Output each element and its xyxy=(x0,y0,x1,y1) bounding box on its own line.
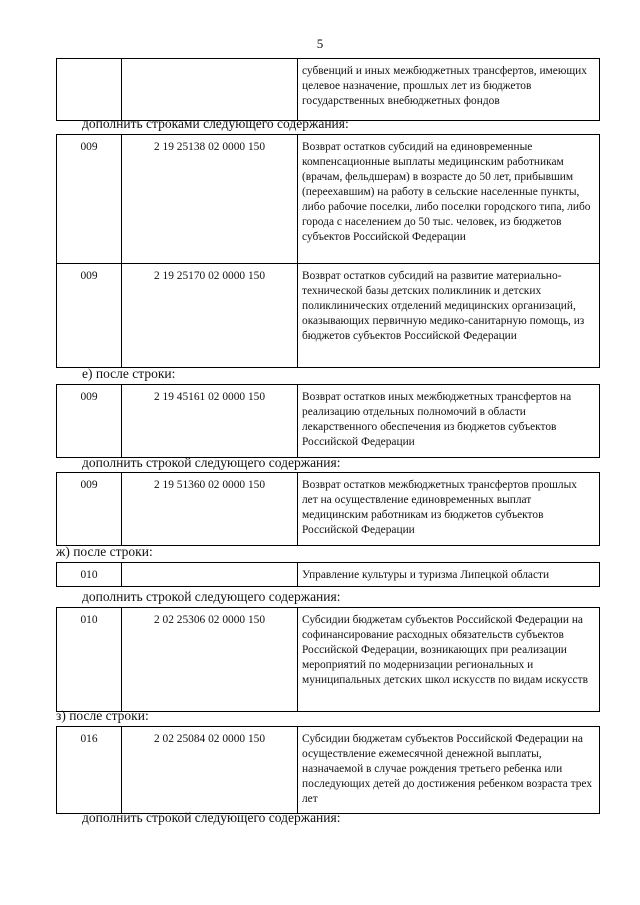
row-code: 009 xyxy=(57,385,122,458)
table-row xyxy=(56,263,600,368)
row-code: 010 xyxy=(57,608,122,712)
instruction-note: з) после строки: xyxy=(56,708,149,723)
table-row xyxy=(56,726,600,814)
row-kbk: 2 02 25306 02 0000 150 xyxy=(122,608,298,712)
row-name: Возврат остатков межбюджетных трансфертов прошлых лет на осуществление единовременных выплат медицинским работникам из бюджетов субъектов Российской Федерации xyxy=(298,473,600,546)
row-name: Субсидии бюджетам субъектов Российской Федерации на осуществление ежемесячной денежной выплаты, назначаемой в случае рождения третьего ребенка или последующих детей до достижения ребенком возраста трех лет xyxy=(298,727,600,814)
row-name: Возврат остатков субсидий на единовременные компенсационные выплаты медицинским работникам (врачам, фельдшерам) в возрасте до 50 лет, прибывшим (переехавшим) на работу в сельские населенные пункты, либо рабочие поселки, либо поселки городского типа, либо города с населением до 50 тыс. человек, из бюджетов субъектов Российской Федерации xyxy=(298,135,600,264)
instruction-note: дополнить строками следующего содержания: xyxy=(82,116,349,131)
row-kbk: 2 19 51360 02 0000 150 xyxy=(122,473,298,546)
instruction-note: дополнить строкой следующего содержания: xyxy=(82,810,341,825)
row-kbk: 2 02 25084 02 0000 150 xyxy=(122,727,298,814)
row-kbk xyxy=(122,563,298,587)
instruction-note: ж) после строки: xyxy=(56,544,153,559)
row-kbk: 2 19 45161 02 0000 150 xyxy=(122,385,298,458)
row-kbk: 2 19 25138 02 0000 150 xyxy=(122,135,298,264)
instruction-note: дополнить строкой следующего содержания: xyxy=(82,455,341,470)
row-name: Управление культуры и туризма Липецкой области xyxy=(298,563,600,587)
row-name: субвенций и иных межбюджетных трансфертов, имеющих целевое назначение, прошлых лет из бюджетов государственных внебюджетных фондов xyxy=(298,59,600,121)
table-row xyxy=(56,472,600,546)
row-kbk xyxy=(122,59,298,121)
table-row-continuation xyxy=(56,58,600,121)
table-row xyxy=(56,384,600,458)
row-name: Возврат остатков субсидий на развитие материально-технической базы детских поликлиник и детских поликлинических отделений медицинских организаций, оказывающих первичную медико-санитарную помощь, из бюджетов субъектов Российской Федерации xyxy=(298,264,600,368)
row-code: 009 xyxy=(57,135,122,264)
table-row xyxy=(56,134,600,264)
row-name: Субсидии бюджетам субъектов Российской Федерации на софинансирование расходных обязательств субъектов Российской Федерации, возникающих при реализации мероприятий по модернизации региональных и муниципальных детских школ искусств по видам искусств xyxy=(298,608,600,712)
row-name: Возврат остатков иных межбюджетных трансфертов на реализацию отдельных полномочий в области лекарственного обеспечения из бюджетов субъектов Российской Федерации xyxy=(298,385,600,458)
page-number: 5 xyxy=(316,36,324,51)
row-code: 010 xyxy=(57,563,122,587)
row-code xyxy=(57,59,122,121)
instruction-note: дополнить строкой следующего содержания: xyxy=(82,589,341,604)
row-kbk: 2 19 25170 02 0000 150 xyxy=(122,264,298,368)
row-code: 016 xyxy=(57,727,122,814)
row-code: 009 xyxy=(57,264,122,368)
instruction-note: е) после строки: xyxy=(82,366,176,381)
table-row xyxy=(56,607,600,712)
table-row xyxy=(56,562,600,587)
row-code: 009 xyxy=(57,473,122,546)
